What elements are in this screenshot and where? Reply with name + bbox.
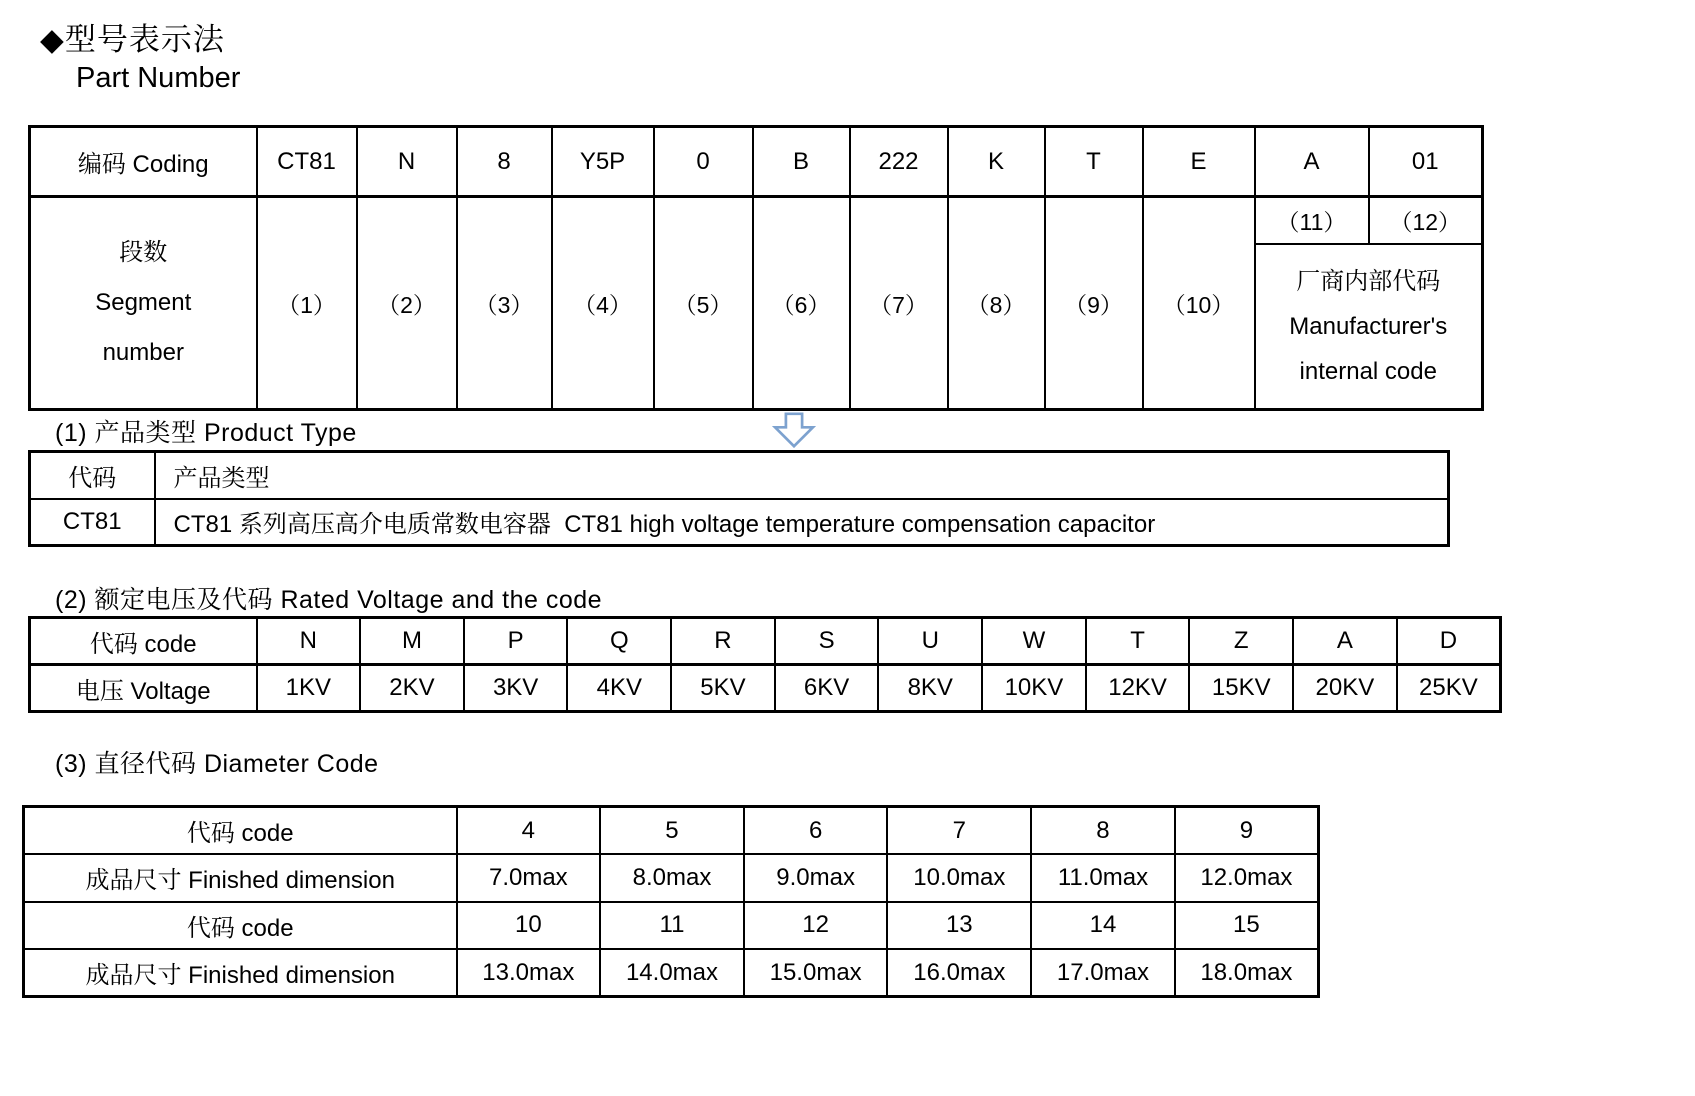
pn-code-cell: 0 — [654, 127, 753, 197]
diameter-code-cell: 5 — [600, 807, 744, 855]
voltage-code-cell: M — [360, 618, 464, 665]
product-desc-cell: CT81 系列高压高介电质常数电容器 CT81 high voltage temperature compensation capacitor — [155, 499, 1449, 546]
coding-label-cell: 编码 Coding — [30, 127, 257, 197]
pn-code-cell: T — [1045, 127, 1143, 197]
voltage-code-cell: Q — [567, 618, 671, 665]
diameter-code-cell: 9 — [1175, 807, 1319, 855]
segment-label-en1: Segment — [95, 289, 192, 316]
pn-code-cell: E — [1143, 127, 1255, 197]
down-arrow-icon — [772, 412, 816, 448]
finished-dimension-cell: 9.0max — [744, 854, 888, 902]
page-title-cn: ◆型号表示法 — [40, 22, 225, 57]
pn-code-cell: 8 — [457, 127, 552, 197]
diameter-code-table — [22, 805, 1320, 998]
segment-label-cn: 段数 — [119, 239, 168, 266]
voltage-code-cell: U — [878, 618, 982, 665]
segment-cell: （4） — [552, 197, 654, 410]
diameter-code-cell: 15 — [1175, 902, 1319, 950]
finished-dimension-cell: 10.0max — [887, 854, 1031, 902]
pn-code-cell: CT81 — [257, 127, 357, 197]
voltage-value-cell: 12KV — [1086, 665, 1190, 712]
pn-code-cell: 222 — [850, 127, 948, 197]
voltage-code-cell: D — [1397, 618, 1501, 665]
diameter-code-cell: 10 — [457, 902, 601, 950]
finished-dimension-label-cell: 成品尺寸 Finished dimension — [24, 854, 457, 902]
finished-dimension-cell: 17.0max — [1031, 949, 1175, 997]
segment-label-en2: number — [102, 339, 184, 366]
finished-dimension-cell: 12.0max — [1175, 854, 1319, 902]
voltage-label-cell: 电压 Voltage — [30, 665, 257, 712]
finished-dimension-cell: 8.0max — [600, 854, 744, 902]
diameter-code-cell: 14 — [1031, 902, 1175, 950]
voltage-code-cell: P — [464, 618, 568, 665]
diameter-code-label-cell: 代码 code — [24, 807, 457, 855]
voltage-code-cell: R — [671, 618, 775, 665]
segment-cell: （6） — [753, 197, 850, 410]
voltage-code-cell: W — [982, 618, 1086, 665]
voltage-value-cell: 8KV — [878, 665, 982, 712]
voltage-value-cell: 3KV — [464, 665, 568, 712]
segment-cell: （8） — [948, 197, 1045, 410]
finished-dimension-label-cell: 成品尺寸 Finished dimension — [24, 949, 457, 997]
voltage-code-cell: Z — [1189, 618, 1293, 665]
diameter-code-cell: 6 — [744, 807, 888, 855]
segment-cell: （9） — [1045, 197, 1143, 410]
voltage-value-cell: 15KV — [1189, 665, 1293, 712]
segment-cell: （1） — [257, 197, 357, 410]
page-title-en: Part Number — [76, 62, 241, 94]
diameter-code-cell: 8 — [1031, 807, 1175, 855]
segment-cell: （3） — [457, 197, 552, 410]
pn-code-cell: Y5P — [552, 127, 654, 197]
product-type-header-cell: 产品类型 — [155, 452, 1449, 499]
section1-heading: (1) 产品类型 Product Type — [55, 419, 357, 447]
diameter-code-label-cell: 代码 code — [24, 902, 457, 950]
finished-dimension-cell: 16.0max — [887, 949, 1031, 997]
manufacturer-internal-code-cell — [1255, 244, 1483, 410]
segment-number-label-cell — [30, 197, 257, 410]
voltage-value-cell: 5KV — [671, 665, 775, 712]
finished-dimension-cell: 15.0max — [744, 949, 888, 997]
voltage-value-cell: 1KV — [257, 665, 361, 712]
finished-dimension-cell: 7.0max — [457, 854, 601, 902]
voltage-code-cell: T — [1086, 618, 1190, 665]
pn-code-cell: N — [357, 127, 457, 197]
diameter-code-cell: 13 — [887, 902, 1031, 950]
product-code-cell: CT81 — [30, 499, 155, 546]
internal-code-cn: 厂商内部代码 — [1296, 267, 1441, 295]
finished-dimension-cell: 14.0max — [600, 949, 744, 997]
section2-heading: (2) 额定电压及代码 Rated Voltage and the code — [55, 586, 603, 614]
section3-heading: (3) 直径代码 Diameter Code — [55, 750, 379, 778]
segment-cell: （12） — [1369, 197, 1483, 244]
voltage-value-cell: 25KV — [1397, 665, 1501, 712]
finished-dimension-cell: 18.0max — [1175, 949, 1319, 997]
product-type-table — [28, 450, 1450, 547]
internal-code-en2: internal code — [1299, 357, 1437, 385]
voltage-code-cell: N — [257, 618, 361, 665]
finished-dimension-cell: 13.0max — [457, 949, 601, 997]
diameter-code-cell: 4 — [457, 807, 601, 855]
voltage-code-cell: S — [775, 618, 879, 665]
code-header-cell: 代码 — [30, 452, 155, 499]
segment-cell: （10） — [1143, 197, 1255, 410]
pn-code-cell: K — [948, 127, 1045, 197]
voltage-value-cell: 4KV — [567, 665, 671, 712]
internal-code-en1: Manufacturer's — [1289, 312, 1448, 340]
voltage-value-cell: 2KV — [360, 665, 464, 712]
voltage-value-cell: 6KV — [775, 665, 879, 712]
voltage-value-cell: 10KV — [982, 665, 1086, 712]
voltage-code-cell: A — [1293, 618, 1397, 665]
segment-cell: （2） — [357, 197, 457, 410]
pn-code-cell: B — [753, 127, 850, 197]
pn-code-cell: 01 — [1369, 127, 1483, 197]
segment-cell: （5） — [654, 197, 753, 410]
segment-cell: （7） — [850, 197, 948, 410]
rated-voltage-table — [28, 616, 1502, 713]
diameter-code-cell: 7 — [887, 807, 1031, 855]
diameter-code-cell: 11 — [600, 902, 744, 950]
diameter-code-cell: 12 — [744, 902, 888, 950]
part-number-table — [28, 125, 1484, 411]
finished-dimension-cell: 11.0max — [1031, 854, 1175, 902]
voltage-value-cell: 20KV — [1293, 665, 1397, 712]
pn-code-cell: A — [1255, 127, 1369, 197]
voltage-code-label-cell: 代码 code — [30, 618, 257, 665]
segment-cell: （11） — [1255, 197, 1369, 244]
